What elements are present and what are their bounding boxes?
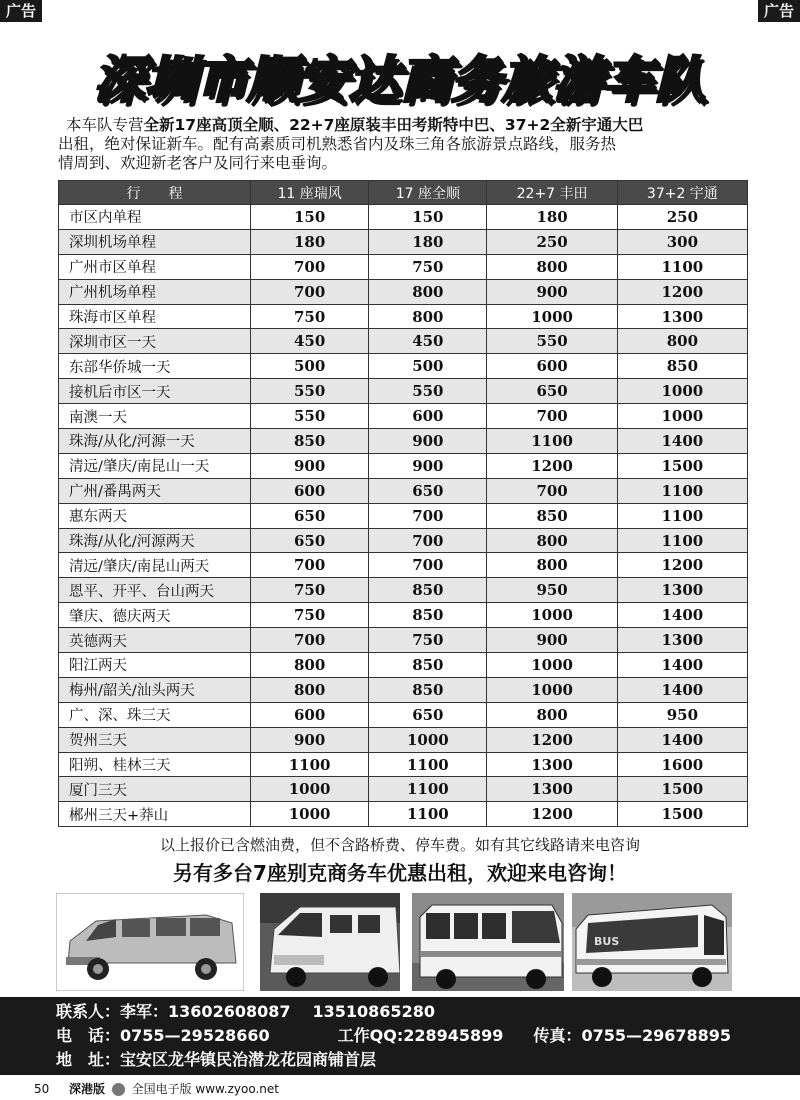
phone-2: 13510865280 <box>312 1002 435 1021</box>
price-cell: 1600 <box>617 752 747 777</box>
van-photo <box>56 893 244 991</box>
table-row <box>59 453 748 478</box>
price-cell: 550 <box>251 379 369 404</box>
page-footer <box>34 1080 279 1097</box>
table-row <box>59 528 748 553</box>
route-cell: 深圳机场单程 <box>59 229 251 254</box>
price-cell: 750 <box>251 304 369 329</box>
price-cell: 650 <box>487 379 617 404</box>
price-cell: 850 <box>487 503 617 528</box>
price-cell: 450 <box>369 329 487 354</box>
route-cell: 市区内单程 <box>59 205 251 230</box>
page-number: 50 <box>34 1082 50 1096</box>
price-cell: 1100 <box>251 752 369 777</box>
price-cell: 700 <box>251 254 369 279</box>
tel-label: 电 话： <box>56 1026 121 1045</box>
price-cell: 750 <box>251 578 369 603</box>
coach-photo <box>572 893 732 991</box>
price-cell: 700 <box>487 478 617 503</box>
route-cell: 梅州/韶关/汕头两天 <box>59 677 251 702</box>
header-37-seat: 37+2 宇通 <box>617 181 747 205</box>
address-label: 地 址： <box>56 1050 121 1069</box>
route-cell: 阳朔、桂林三天 <box>59 752 251 777</box>
price-cell: 1500 <box>617 453 747 478</box>
price-cell: 1000 <box>251 802 369 827</box>
phone-1: 13602608087 <box>168 1002 291 1021</box>
price-table <box>58 180 748 827</box>
price-cell: 1300 <box>617 628 747 653</box>
route-cell: 英德两天 <box>59 628 251 653</box>
price-cell: 1400 <box>617 653 747 678</box>
price-cell: 900 <box>487 279 617 304</box>
price-cell: 600 <box>487 354 617 379</box>
price-cell: 1400 <box>617 603 747 628</box>
route-cell: 珠海/从化/河源两天 <box>59 528 251 553</box>
intro-prefix: 本车队专营 <box>66 116 144 134</box>
address-row <box>56 1048 376 1072</box>
header-17-seat: 17 座全顺 <box>369 181 487 205</box>
price-cell: 700 <box>487 404 617 429</box>
route-cell: 肇庆、德庆两天 <box>59 603 251 628</box>
price-cell: 1100 <box>617 478 747 503</box>
price-cell: 800 <box>487 254 617 279</box>
table-row <box>59 379 748 404</box>
table-row <box>59 553 748 578</box>
ad-tag-right: 广告 <box>758 0 800 22</box>
price-cell: 1100 <box>369 802 487 827</box>
price-cell: 1200 <box>617 553 747 578</box>
table-row <box>59 677 748 702</box>
intro-highlight: 全新17座高顶全顺、22+7座原装丰田考斯特中巴、37+2全新宇通大巴 <box>143 116 644 134</box>
price-cell: 850 <box>369 578 487 603</box>
price-cell: 1100 <box>617 254 747 279</box>
price-cell: 700 <box>369 528 487 553</box>
digital-edition-link[interactable]: 全国电子版 www.zyoo.net <box>131 1082 279 1096</box>
intro-paragraph <box>58 116 748 173</box>
table-row <box>59 478 748 503</box>
header-11-seat: 11 座瑞风 <box>251 181 369 205</box>
price-cell: 900 <box>369 453 487 478</box>
price-cell: 300 <box>617 229 747 254</box>
price-cell: 500 <box>251 354 369 379</box>
price-cell: 800 <box>251 677 369 702</box>
price-cell: 1300 <box>617 578 747 603</box>
price-cell: 1200 <box>487 802 617 827</box>
price-cell: 180 <box>487 205 617 230</box>
route-cell: 恩平、开平、台山两天 <box>59 578 251 603</box>
price-cell: 850 <box>617 354 747 379</box>
price-cell: 650 <box>369 702 487 727</box>
contact-row <box>56 1000 435 1024</box>
price-cell: 850 <box>369 603 487 628</box>
table-row <box>59 279 748 304</box>
table-row <box>59 329 748 354</box>
price-cell: 1300 <box>487 752 617 777</box>
minibus-photo <box>260 893 400 991</box>
intro-line3: 情周到、欢迎新老客户及同行来电垂询。 <box>58 154 338 172</box>
route-cell: 珠海市区单程 <box>59 304 251 329</box>
fax-number: 0755—29678895 <box>581 1026 732 1045</box>
price-cell: 250 <box>487 229 617 254</box>
price-cell: 600 <box>251 478 369 503</box>
price-cell: 150 <box>251 205 369 230</box>
price-cell: 1200 <box>487 727 617 752</box>
price-cell: 850 <box>369 653 487 678</box>
price-cell: 600 <box>369 404 487 429</box>
logo-icon <box>112 1083 125 1096</box>
price-cell: 950 <box>487 578 617 603</box>
price-cell: 250 <box>617 205 747 230</box>
price-cell: 800 <box>487 553 617 578</box>
price-note: 以上报价已含燃油费，但不含路桥费、停车费。如有其它线路请来电咨询 <box>159 836 640 854</box>
header-22-seat: 22+7 丰田 <box>487 181 617 205</box>
contact-name: 李军： <box>120 1002 169 1021</box>
table-row <box>59 429 748 454</box>
edition-label: 深港版 <box>68 1082 105 1096</box>
price-cell: 700 <box>369 553 487 578</box>
price-cell: 550 <box>369 379 487 404</box>
price-cell: 700 <box>251 628 369 653</box>
route-cell: 郴州三天+莽山 <box>59 802 251 827</box>
price-cell: 1100 <box>617 528 747 553</box>
price-cell: 800 <box>487 528 617 553</box>
price-cell: 950 <box>617 702 747 727</box>
price-cell: 800 <box>487 702 617 727</box>
route-cell: 珠海/从化/河源一天 <box>59 429 251 454</box>
price-cell: 1500 <box>617 777 747 802</box>
route-cell: 厦门三天 <box>59 777 251 802</box>
price-cell: 1300 <box>487 777 617 802</box>
price-cell: 900 <box>251 727 369 752</box>
price-cell: 750 <box>369 628 487 653</box>
price-cell: 500 <box>369 354 487 379</box>
price-cell: 1200 <box>487 453 617 478</box>
header-route: 行 程 <box>59 181 251 205</box>
tel-row <box>56 1024 731 1048</box>
price-cell: 150 <box>369 205 487 230</box>
price-cell: 180 <box>251 229 369 254</box>
coaster-photo <box>412 893 564 991</box>
price-cell: 1200 <box>617 279 747 304</box>
promo-note: 另有多台7座别克商务车优惠出租，欢迎来电咨询！ <box>173 861 627 885</box>
table-row <box>59 205 748 230</box>
price-cell: 800 <box>251 653 369 678</box>
route-cell: 广、深、珠三天 <box>59 702 251 727</box>
table-header-row <box>59 181 748 205</box>
page-title: 深圳市顺安达商务旅游车队 <box>94 51 706 109</box>
price-cell: 700 <box>369 503 487 528</box>
price-cell: 800 <box>369 279 487 304</box>
price-cell: 1000 <box>369 727 487 752</box>
price-cell: 800 <box>369 304 487 329</box>
route-cell: 东部华侨城一天 <box>59 354 251 379</box>
table-row <box>59 802 748 827</box>
price-cell: 650 <box>369 478 487 503</box>
qq-number: 228945899 <box>403 1026 504 1045</box>
price-cell: 1400 <box>617 677 747 702</box>
price-cell: 1000 <box>617 379 747 404</box>
price-cell: 850 <box>369 677 487 702</box>
price-cell: 850 <box>251 429 369 454</box>
qq-label: 工作QQ: <box>337 1026 404 1045</box>
price-cell: 900 <box>369 429 487 454</box>
price-cell: 650 <box>251 503 369 528</box>
route-cell: 广州机场单程 <box>59 279 251 304</box>
route-cell: 深圳市区一天 <box>59 329 251 354</box>
price-cell: 1300 <box>617 304 747 329</box>
table-row <box>59 702 748 727</box>
price-cell: 1000 <box>251 777 369 802</box>
route-cell: 清远/肇庆/南昆山两天 <box>59 553 251 578</box>
contact-label: 联系人： <box>56 1002 121 1021</box>
contact-footer <box>0 997 800 1075</box>
price-cell: 750 <box>251 603 369 628</box>
price-cell: 1500 <box>617 802 747 827</box>
route-cell: 阳江两天 <box>59 653 251 678</box>
price-cell: 1100 <box>617 503 747 528</box>
route-cell: 接机后市区一天 <box>59 379 251 404</box>
table-row <box>59 229 748 254</box>
price-cell: 180 <box>369 229 487 254</box>
table-row <box>59 404 748 429</box>
route-cell: 清远/肇庆/南昆山一天 <box>59 453 251 478</box>
table-row <box>59 653 748 678</box>
address-text: 宝安区龙华镇民治潜龙花园商铺首层 <box>120 1050 377 1069</box>
table-row <box>59 254 748 279</box>
price-cell: 1100 <box>369 777 487 802</box>
tel-number: 0755—29528660 <box>120 1026 270 1045</box>
route-cell: 贺州三天 <box>59 727 251 752</box>
price-cell: 1100 <box>369 752 487 777</box>
price-cell: 700 <box>251 279 369 304</box>
price-cell: 600 <box>251 702 369 727</box>
price-cell: 1400 <box>617 429 747 454</box>
table-row <box>59 727 748 752</box>
price-cell: 550 <box>487 329 617 354</box>
price-cell: 550 <box>251 404 369 429</box>
price-cell: 800 <box>617 329 747 354</box>
price-cell: 1000 <box>487 653 617 678</box>
ad-tag-left: 广告 <box>0 0 42 22</box>
route-cell: 广州/番禺两天 <box>59 478 251 503</box>
table-row <box>59 603 748 628</box>
price-cell: 1000 <box>487 304 617 329</box>
price-cell: 750 <box>369 254 487 279</box>
price-cell: 1000 <box>487 677 617 702</box>
price-cell: 1000 <box>487 603 617 628</box>
table-row <box>59 503 748 528</box>
table-row <box>59 304 748 329</box>
fax-label: 传真： <box>533 1026 582 1045</box>
price-cell: 1000 <box>617 404 747 429</box>
price-cell: 900 <box>251 453 369 478</box>
table-row <box>59 752 748 777</box>
bus-sign-text: BUS <box>594 935 620 948</box>
price-cell: 700 <box>251 553 369 578</box>
price-cell: 450 <box>251 329 369 354</box>
vehicle-photos <box>56 893 732 991</box>
price-cell: 900 <box>487 628 617 653</box>
price-cell: 650 <box>251 528 369 553</box>
table-row <box>59 354 748 379</box>
table-row <box>59 578 748 603</box>
table-row <box>59 628 748 653</box>
route-cell: 惠东两天 <box>59 503 251 528</box>
price-cell: 1400 <box>617 727 747 752</box>
route-cell: 南澳一天 <box>59 404 251 429</box>
price-cell: 1100 <box>487 429 617 454</box>
table-row <box>59 777 748 802</box>
intro-line2: 出租，绝对保证新车。配有高素质司机熟悉省内及珠三角各旅游景点路线，服务热 <box>58 135 617 153</box>
route-cell: 广州市区单程 <box>59 254 251 279</box>
